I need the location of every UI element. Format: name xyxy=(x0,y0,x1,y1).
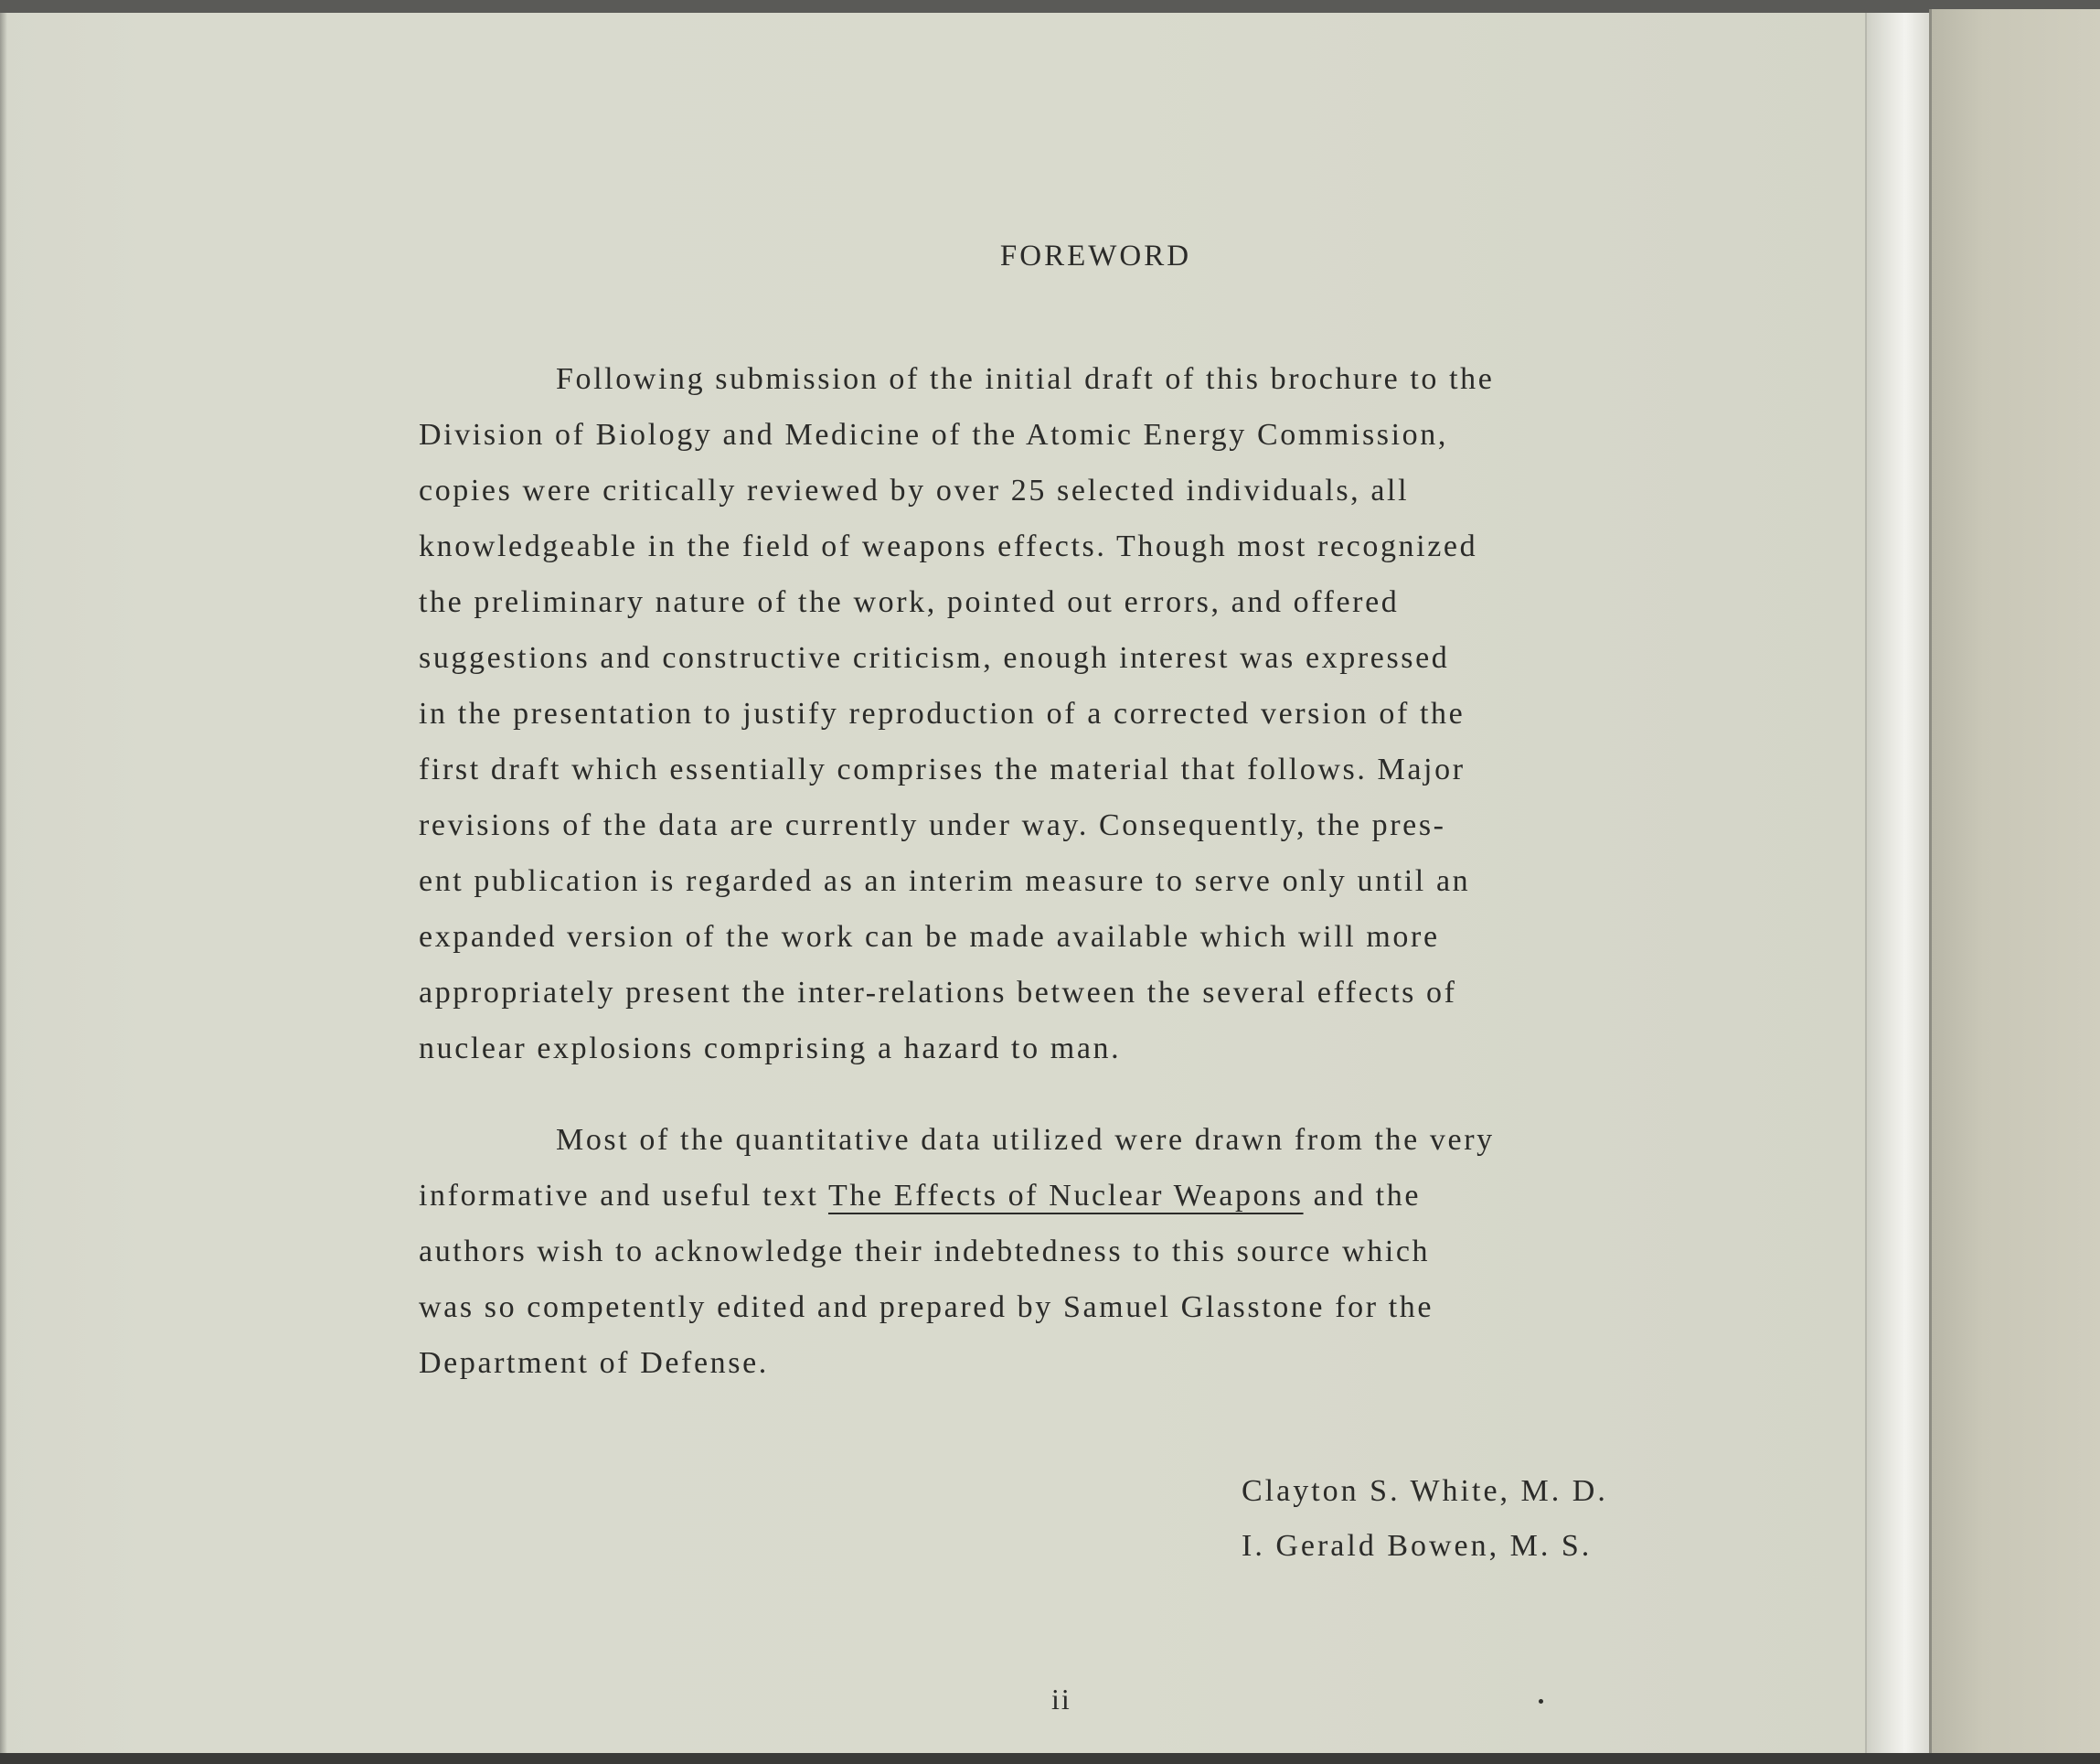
paragraph-2-line xyxy=(419,1181,1421,1212)
paragraph-1-line: in the presentation to justify reproduction of a corrected version of the xyxy=(419,697,1466,731)
book-title: The Effects of Nuclear Weapons xyxy=(827,1179,1304,1213)
top-shadow xyxy=(0,0,2100,13)
paragraph-1-line: appropriately present the inter-relations between the several effects of xyxy=(419,976,1457,1010)
author-name: I. Gerald Bowen, M. S. xyxy=(1242,1529,1593,1563)
paragraph-1-line: the preliminary nature of the work, pointed out errors, and offered xyxy=(419,585,1400,619)
bottom-shadow xyxy=(0,1753,2100,1764)
binding-strip xyxy=(1865,13,1931,1753)
paragraph-1-line: Following submission of the initial draft of this brochure to the xyxy=(556,362,1495,396)
paragraph-1-line: suggestions and constructive criticism, enough interest was expressed xyxy=(419,641,1450,675)
paragraph-2-text: and the xyxy=(1303,1179,1422,1213)
paragraph-1-line: nuclear explosions comprising a hazard to man. xyxy=(419,1032,1122,1065)
paragraph-1-line: expanded version of the work can be made available which will more xyxy=(419,920,1440,954)
paragraph-2-text: informative and useful text xyxy=(419,1179,828,1213)
paragraph-1-line: first draft which essentially comprises the material that follows. Major xyxy=(419,753,1466,786)
page-left-edge xyxy=(0,13,7,1753)
paragraph-2-line: was so competently edited and prepared by Samuel Glasstone for the xyxy=(419,1290,1434,1324)
ink-speck xyxy=(1539,1699,1543,1704)
paragraph-1-line: knowledgeable in the field of weapons effects. Though most recognized xyxy=(419,529,1478,563)
author-name: Clayton S. White, M. D. xyxy=(1242,1474,1608,1508)
paragraph-2-line: Most of the quantitative data utilized were drawn from the very xyxy=(556,1123,1495,1157)
paragraph-1-line: revisions of the data are currently under way. Consequently, the pres- xyxy=(419,808,1446,842)
page-content xyxy=(0,13,1865,1753)
adjacent-page-edge xyxy=(1929,9,2100,1755)
paper-page xyxy=(0,13,1865,1753)
foreword-title: FOREWORD xyxy=(999,240,1192,273)
paragraph-1-line: copies were critically reviewed by over 25 selected individuals, all xyxy=(419,474,1410,508)
paragraph-1-line: Division of Biology and Medicine of the Atomic Energy Commission, xyxy=(419,418,1448,452)
page-number: ii xyxy=(1051,1683,1071,1716)
paragraph-1-line: ent publication is regarded as an interim measure to serve only until an xyxy=(419,864,1471,898)
paragraph-2-line: Department of Defense. xyxy=(419,1346,769,1380)
paragraph-2-line: authors wish to acknowledge their indebtedness to this source which xyxy=(419,1235,1431,1268)
